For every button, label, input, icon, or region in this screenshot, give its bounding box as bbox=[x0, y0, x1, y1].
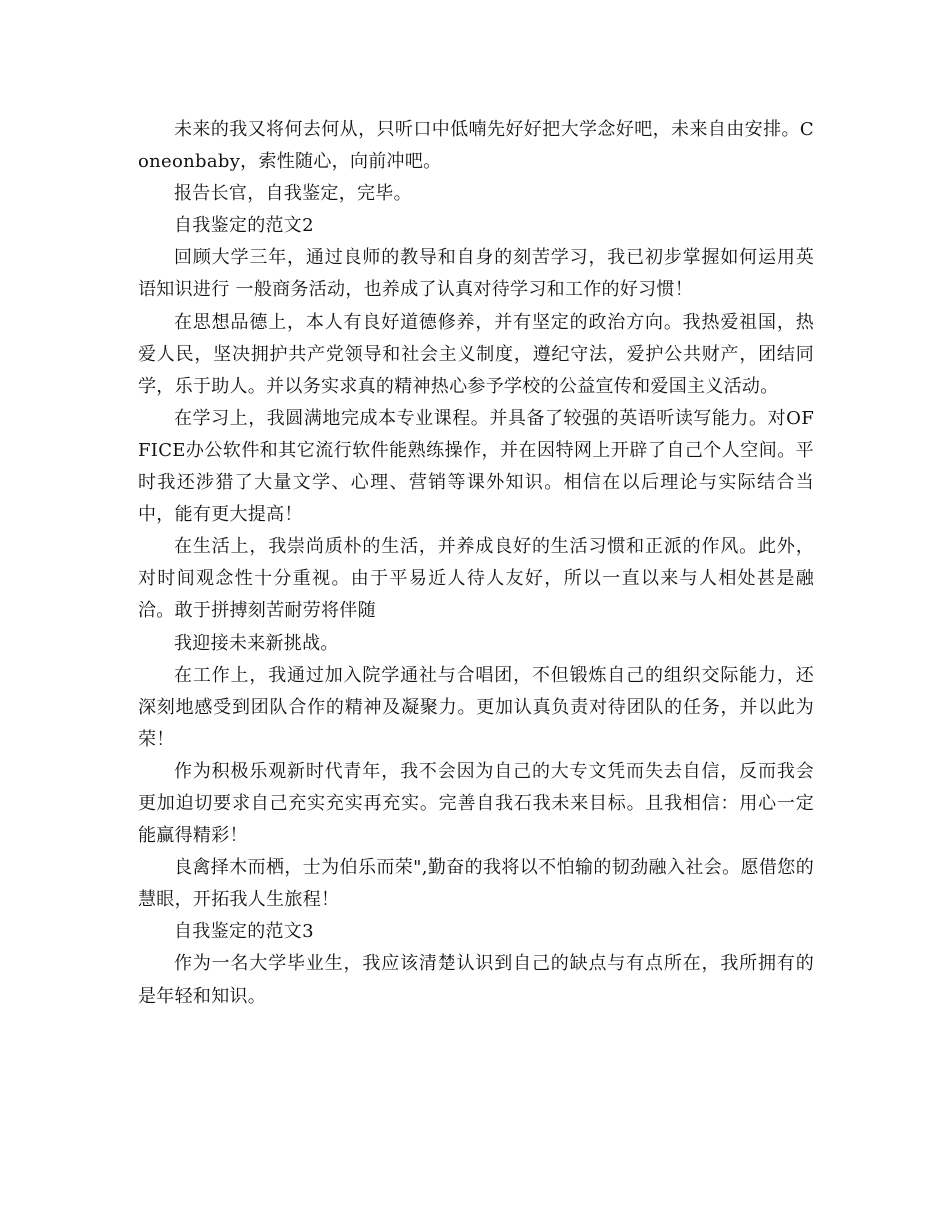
section-heading: 自我鉴定的范文2 bbox=[174, 215, 314, 237]
section-heading: 自我鉴定的范文3 bbox=[174, 921, 314, 943]
paragraph: 作为积极乐观新时代青年，我不会因为自己的大专文凭而失去自信，反而我会更加迫切要求自己充实充实再充实。完善自我石我未来目标。且我相信：用心一定能赢得精彩！ bbox=[138, 760, 814, 847]
document-body bbox=[138, 114, 814, 1013]
paragraph: 在思想品德上，本人有良好道德修养，并有坚定的政治方向。我热爱祖国，热爱人民，坚决拥护共产党领导和社会主义制度，遵纪守法，爱护公共财产，团结同学，乐于助人。并以务实求真的精神热心参予学校的公益宣传和爱国主义活动。 bbox=[138, 311, 814, 397]
paragraph: 在工作上，我通过加入院学通社与合唱团，不但锻炼自己的组织交际能力，还深刻地感受到团队合作的精神及凝聚力。更加认真负责对待团队的任务，并以此为荣！ bbox=[138, 664, 814, 750]
paragraph: 回顾大学三年，通过良师的教导和自身的刻苦学习，我已初步掌握如何运用英语知识进行 一般商务活动，也养成了认真对待学习和工作的好习惯！ bbox=[138, 247, 814, 301]
paragraph: 未来的我又将何去何从，只听口中低喃先好好把大学念好吧，未来自由安排。Coneonbaby，索性随心，向前冲吧。 bbox=[138, 119, 814, 173]
paragraph: 在学习上，我圆满地完成本专业课程。并具备了较强的英语听读写能力。对OFFICE办公软件和其它流行软件能熟练操作，并在因特网上开辟了自己个人空间。平时我还涉猎了大量文学、心理、营销等课外知识。相信在以后理论与实际结合当中，能有更大提高！ bbox=[138, 407, 814, 526]
paragraph: 我迎接未来新挑战。 bbox=[174, 632, 339, 654]
paragraph: 报告长官，自我鉴定，完毕。 bbox=[174, 183, 412, 205]
paragraph: 作为一名大学毕业生，我应该清楚认识到自己的缺点与有点所在，我所拥有的是年轻和知识。 bbox=[138, 953, 814, 1007]
paragraph: 良禽择木而栖，士为伯乐而荣",勤奋的我将以不怕输的韧劲融入社会。愿借您的慧眼，开拓我人生旅程！ bbox=[138, 857, 815, 911]
paragraph: 在生活上，我崇尚质朴的生活，并养成良好的生活习惯和正派的作风。此外，对时间观念性十分重视。由于平易近人待人友好，所以一直以来与人相处甚是融洽。敢于拼搏刻苦耐劳将伴随 bbox=[138, 536, 814, 622]
